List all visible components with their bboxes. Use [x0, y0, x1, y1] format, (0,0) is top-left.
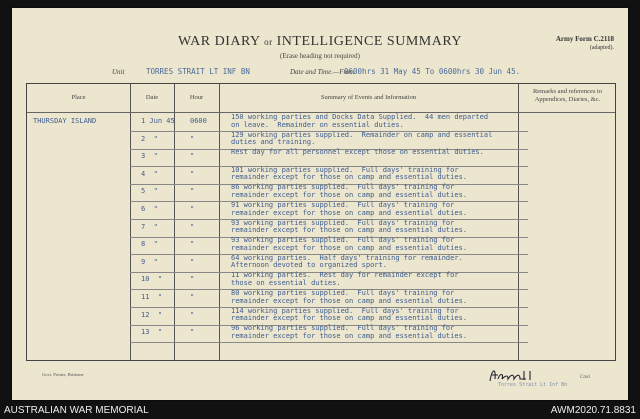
- entry-summary: 96 working parties supplied. Full days' training for remainder except for those on camp and essential duties.: [231, 324, 468, 340]
- form-title: [12, 34, 628, 50]
- col-header-date: Date: [145, 94, 159, 101]
- entry-hour: ": [190, 205, 195, 213]
- entry-date: 3 ": [141, 152, 158, 161]
- col-header-hour: Hour: [189, 94, 204, 101]
- entry-summary: 114 working parties supplied. Full days' training for remainder except for those on camp and essential duties.: [231, 306, 468, 323]
- entry-hour: ": [190, 187, 195, 196]
- datetime-value: 0600hrs 31 May 45 To 0600hrs 30 Jun 45.: [344, 67, 521, 76]
- entry-summary: 129 working parties supplied. Remainder on camp and essential duties and training.: [231, 130, 493, 147]
- diary-entry-row: [27, 185, 617, 202]
- unit-label: Unit: [112, 68, 125, 76]
- entry-summary: 101 working parties supplied. Full days' training for remainder except for those on camp and essential duties.: [231, 165, 468, 182]
- signature-rank: Cmd: [580, 375, 590, 380]
- army-form-number: [556, 35, 614, 53]
- entry-date: 5 ": [141, 187, 158, 196]
- entry-hour: ": [190, 134, 195, 143]
- entry-date: 11 ": [141, 293, 163, 301]
- entry-place: THURSDAY ISLAND: [33, 117, 97, 125]
- entry-date: 1 Jun 45: [141, 117, 175, 125]
- entry-hour: ": [190, 169, 195, 178]
- entry-hour: ": [190, 240, 195, 249]
- entry-summary: Rest day for all personnel except those on essential duties.: [231, 148, 484, 157]
- title-or: or: [264, 37, 273, 47]
- diary-entry-row: [27, 203, 617, 220]
- diary-table: [26, 83, 616, 361]
- diary-entry-row: [27, 238, 617, 255]
- col-header-place: Place: [71, 94, 86, 101]
- form-subtitle: (Erase heading not required): [280, 52, 360, 60]
- archive-name: AUSTRALIAN WAR MEMORIAL: [4, 405, 149, 416]
- entry-date: 10 ": [141, 275, 163, 284]
- diary-entry-row: [27, 291, 617, 308]
- entry-summary: 64 working parties. Half days' training for remainder. Afternoon devoted to organized sport.: [231, 253, 463, 270]
- entry-summary: 86 working parties supplied. Full days' training for remainder except for those on camp and essential duties.: [231, 183, 468, 199]
- entry-hour: ": [190, 152, 195, 161]
- entry-date: 6 ": [141, 205, 158, 213]
- diary-page: [12, 8, 628, 400]
- archive-footer: [0, 403, 640, 419]
- entry-summary: 93 working parties supplied. Full days' training for remainder except for those on camp and essential duties.: [231, 236, 468, 252]
- diary-entry-row: [27, 130, 617, 150]
- diary-entry-row: [27, 218, 617, 238]
- entry-date: 2 ": [141, 134, 158, 143]
- diary-entry-row: [27, 115, 617, 132]
- entry-date: 9 ": [141, 257, 158, 266]
- diary-entry-row: [27, 165, 617, 185]
- diary-entry-row: [27, 306, 617, 326]
- entry-hour: ": [190, 257, 195, 266]
- entry-hour: ": [190, 222, 195, 231]
- unit-value: TORRES STRAIT LT INF BN: [146, 67, 250, 76]
- entry-hour: ": [190, 310, 195, 319]
- diary-entry-row: [27, 326, 617, 343]
- entry-summary: 91 working parties supplied. Full days' training for remainder except for those on camp and essential duties.: [231, 201, 468, 217]
- diary-entry-row: [27, 273, 617, 290]
- col-header-remarks: Remarks and references to Appendices, Diaries, &c.: [532, 88, 603, 103]
- printer-imprint: Govt. Printer, Brisbane: [42, 372, 84, 377]
- entry-summary: 11 working parties. Rest day for remainder except for those on essential duties.: [231, 271, 459, 287]
- entry-date: 4 ": [141, 169, 158, 178]
- row-divider: [130, 342, 528, 343]
- title-war-diary: WAR DIARY: [177, 34, 261, 49]
- entry-date: 12 ": [141, 310, 163, 319]
- army-form-label: Army Form C.2118: [555, 35, 614, 43]
- diary-entry-row: [27, 150, 617, 167]
- entry-summary: 80 working parties supplied. Full days' training for remainder except for those on camp and essential duties.: [231, 289, 468, 305]
- title-intelligence-summary: INTELLIGENCE SUMMARY: [276, 34, 463, 49]
- entry-date: 13 ": [141, 328, 163, 337]
- entry-hour: ": [190, 275, 195, 284]
- signature-caption: Torres Strait Lt Inf Bn: [498, 382, 568, 388]
- entry-hour: ": [190, 293, 195, 301]
- entry-date: 7 ": [141, 222, 158, 231]
- entry-hour: ": [190, 328, 195, 337]
- entry-summary: 93 working parties supplied. Full days' training for remainder except for those on camp and essential duties.: [231, 218, 468, 235]
- diary-entry-row: [27, 253, 617, 273]
- datetime-label: Date and Time.—From: [290, 68, 355, 76]
- entry-summary: 150 working parties and Docks Data Supplied. 44 men departed on leave. Remainder on essential duties.: [231, 113, 489, 129]
- archive-reference: AWM2020.71.8831: [550, 405, 636, 416]
- entry-hour: 0600: [190, 117, 207, 125]
- army-form-note: (adapted).: [589, 45, 614, 51]
- col-header-summary: Summary of Events and Information: [320, 94, 417, 101]
- entry-date: 8 ": [141, 240, 158, 249]
